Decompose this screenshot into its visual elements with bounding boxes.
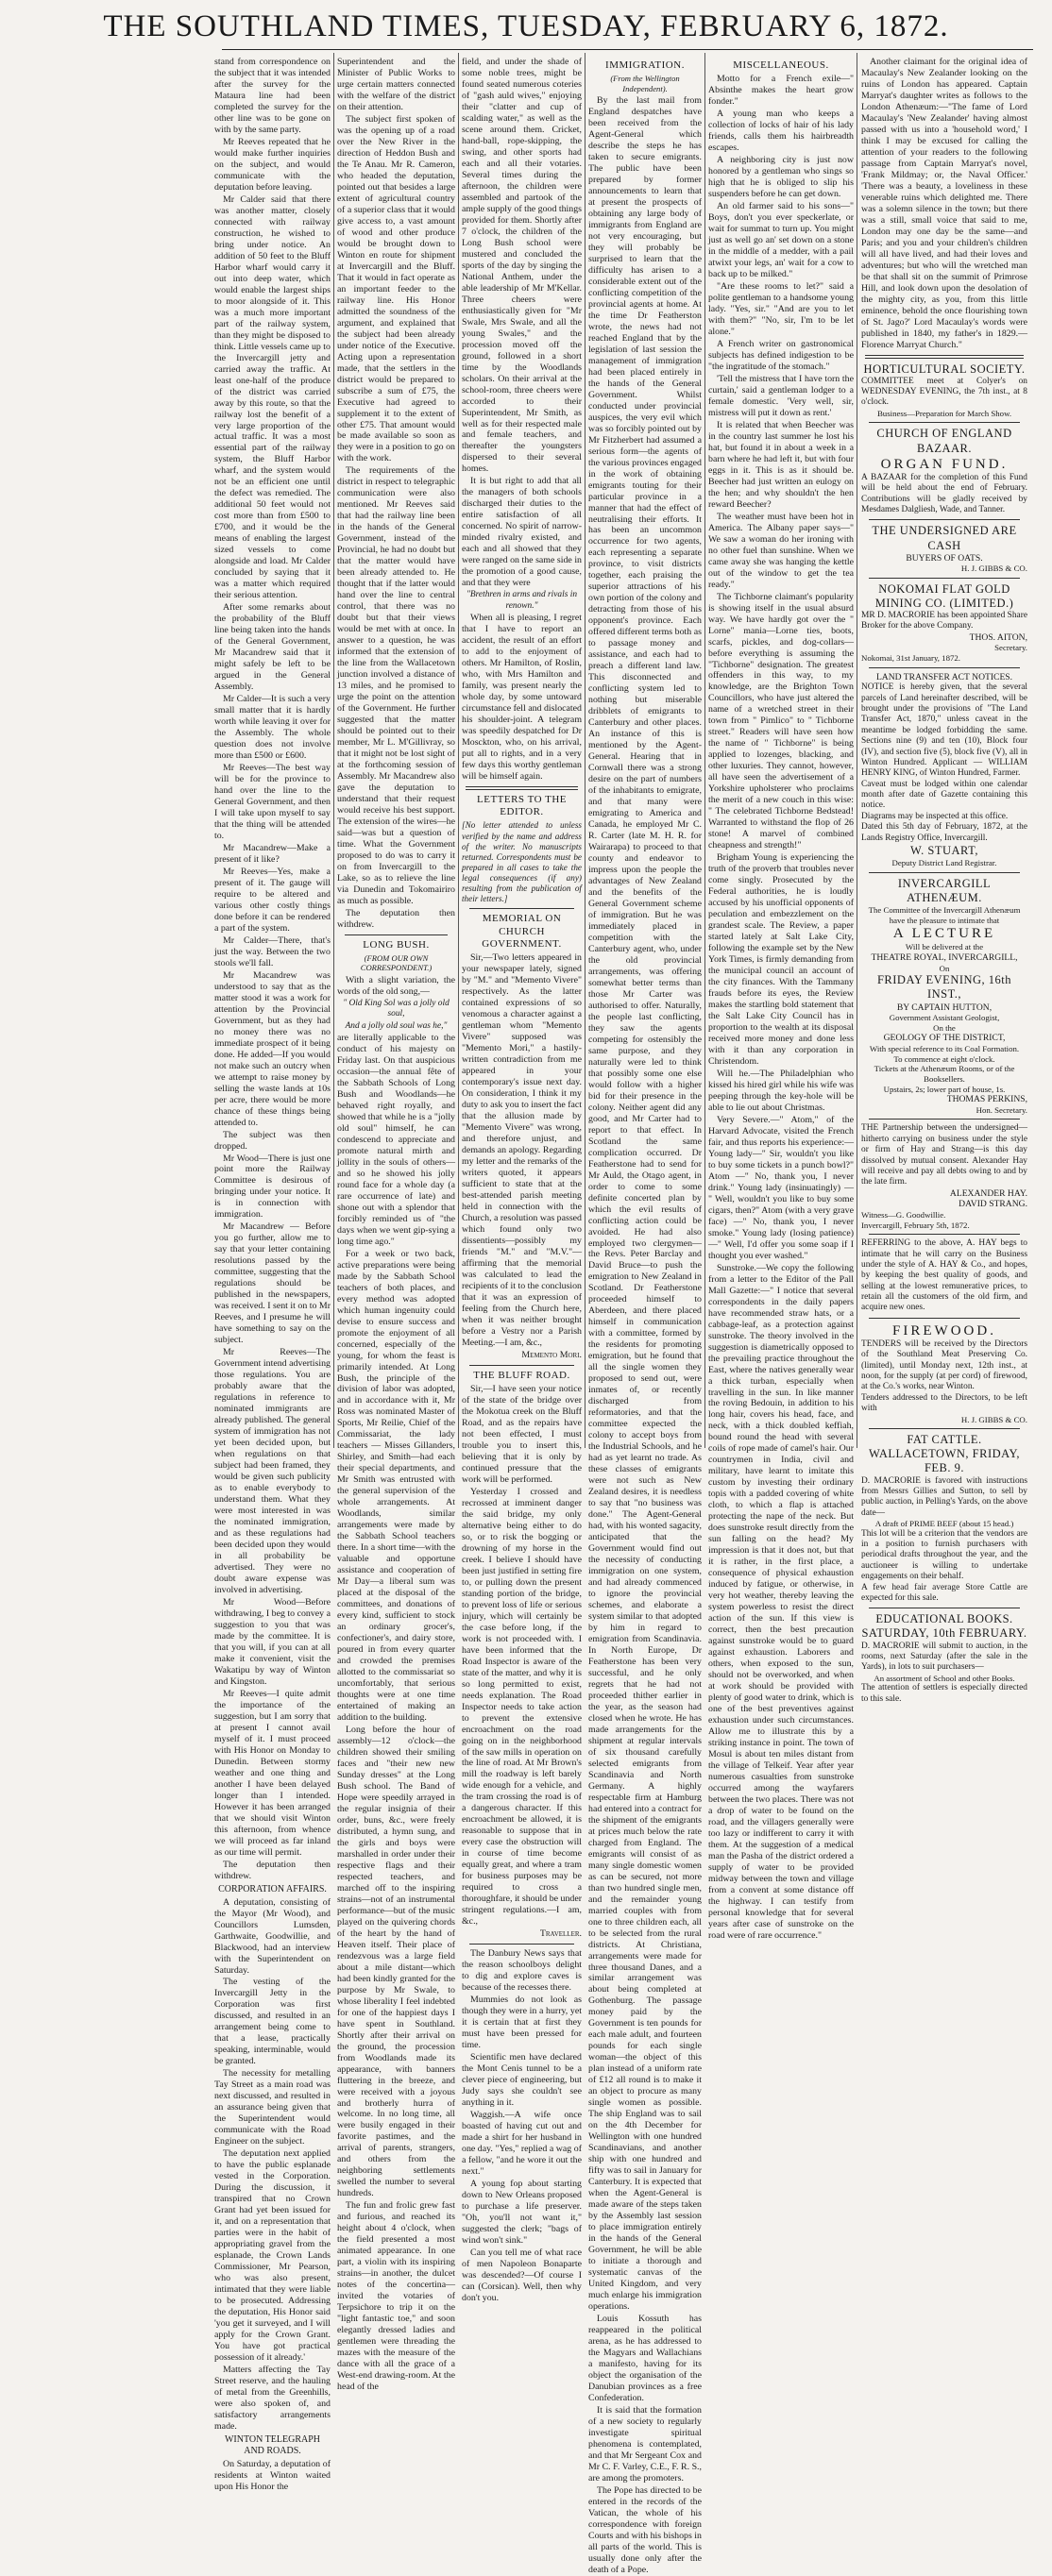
paragraph: The deputation next applied to have the public esplanade vested in the Corporation. During the discussion, it transpired that no Crown Grant had yet been issued for it, and on a representation that parties were in the habit of appropriating gravel from the esplanade, the Crown Lands Commissioner, Mr Pearson, who was also present, intimated that they were liable to be prosecuted. Addressing the deputation, His Honor said 'you get it surveyed, and I will apply for the Crown Grant. You have got practical possession of it already.' bbox=[214, 2148, 331, 2363]
section-heading: CORPORATION AFFAIRS. bbox=[218, 1883, 327, 1894]
column-1 bbox=[214, 57, 331, 2493]
divider bbox=[869, 578, 1020, 579]
paragraph: It is said that the formation of a new society to regularly investigate spiritual phenomena is contemplated, and that Mr Sergeant Cox and Mr C. F. Varley, C.E., F. R. S., are among the promoters. bbox=[588, 2404, 702, 2483]
paragraph: Mr Reeves—The Government intend advertising those regulations. You are probably aware that the regulations in reference to nominated immigrants are already published. The general system of immigration has not yet been decided upon, but when regulations on that subject had been framed, they would be given such publicity as to enable everybody to understand them. What they were most interested in was the nominated immigration, and as these regulations had been decided upon they would in all probability be advertised. They were no doubt aware expense was involved in advertising. bbox=[214, 1347, 331, 1595]
paragraph: For a week or two back, active preparations were being made by the Sabbath School teachers of both places, and every method was adopted which human ingenuity could devise to ensure success and promote the enjoyment of all concerned, especially of the young, for whom the feast is primarily intended. At Long Bush, the principle of the division of labor was adopted, and in accordance with it, Mr Ross was nominated Master of Sports, Mr Reilie, Chief of the Commissariat, the lady teachers — Misses Gillanders, Shirley, and Smith—had each their special departments, and Mr Smith was entrusted with the general supervision of the whole arrangements. At Woodlands, similar arrangements were made by the Sabbath School teachers there. In a short time—with the valuable and opportune assistance and cooperation of Mr Day—a liberal sum was placed at the disposal of the committees, and donations of every kind, sufficient to stock an ordinary grocer's, confectioner's, and dairy store, poured in from every quarter and crowded the premises allotted to the commissariat so uncomfortably, that serious thoughts were at one time entertained of making an addition to the building. bbox=[337, 1248, 455, 1724]
divider bbox=[469, 908, 574, 909]
ad-title: NOKOMAI FLAT GOLD MINING CO. (LIMITED.) bbox=[874, 581, 1014, 610]
ad-signature-role: Deputy District Land Registrar. bbox=[891, 858, 997, 868]
divider bbox=[469, 1365, 574, 1366]
ad-fat-cattle bbox=[861, 1433, 1027, 1604]
ad-title: FIREWOOD. bbox=[892, 1322, 996, 1339]
section-title: LETTERS TO THE EDITOR. bbox=[477, 793, 567, 818]
column-rule bbox=[333, 53, 334, 1448]
paragraph: After some remarks about the probability of the Bluff line being taken into the hands of the General Government, Mr Macandrew said that it might safely be left to be argued in the General Assembly. bbox=[214, 602, 331, 693]
paragraph: A young fop about starting down to New Orleans proposed to purchase a life preserver. "Oh, you'll not want it," suggested the clerk; "bags of wind won't sink." bbox=[462, 2178, 582, 2246]
ad-signature: THOS. AITON, bbox=[969, 631, 1027, 643]
ad-body: D. MACRORIE is favored with instructions from Messrs Gillies and Sutton, to sell by public auction, in Pelling's Yards, on the above date— bbox=[861, 1475, 1027, 1518]
paragraph: Mummies do not look as though they were in a hurry, yet it is certain that at first they must have been pressed for time. bbox=[462, 1995, 582, 2051]
section-heading: WINTON TELEGRAPH AND ROADS. bbox=[224, 2433, 320, 2456]
ad-firewood bbox=[861, 1322, 1027, 1424]
divider bbox=[869, 422, 1020, 423]
paragraph: Mr Wood—There is just one point more the Railway Committee is desirous of bringing under your notice. It is in connection with immigration. bbox=[214, 1153, 331, 1221]
paragraph: Matters affecting the Tay Street reserve, and the hauling of metal from the Greenhills, were also spoken of, and satisfactory arrangements made. bbox=[214, 2364, 331, 2432]
ad-body: NOTICE is hereby given, that the several parcels of Land hereinafter described, will be brought under the provisions of "The Land Transfer Act, 1870," unless caveat in the meantime be lodged forbidding the same. Sections nine (9) and ten (10), Block four (IV), and section five (5), block five (V), all in Winton Hundred. Applicant — WILLIAM HENRY KING, of Winton Hundred, Farmer. bbox=[861, 682, 1027, 779]
paragraph: The subject was then dropped. bbox=[214, 1129, 331, 1152]
ad-title: ORGAN FUND. bbox=[880, 456, 1009, 472]
column-2 bbox=[337, 57, 455, 2393]
paragraph: The necessity for metalling Tay Street as a main road was next discussed, and resulted in an assurance being given that the Superintendent would communicate with the Road Engineer on the subject. bbox=[214, 2068, 331, 2147]
paragraph: Mr Calder—There, that's just the way. Between the two stools we'll fall. bbox=[214, 934, 331, 968]
paragraph: Sir,—I have seen your notice of the state of the bridge over the Mokotua creek on the Bluff Road, and as the repairs have not been effected, I must trouble you to insert this, believing that it is only by continued pressure that the work will be performed. bbox=[462, 1384, 582, 1485]
ad-hay bbox=[861, 1238, 1027, 1314]
paragraph: The weather must have been hot in America. The Albany paper says—" We saw a woman do her ironing with no other fuel than sunshine. When we came away she was hanging the kettle out of the window to get the tea ready." bbox=[708, 511, 854, 590]
paragraph: Very Severe.—" Atom," of the Harvard Advocate, visited the French fair, and thus reports his experience:—Young lady—" Sir, wouldn't you like to buy some tickets in a punch bowl?" Atom —" No, thank you, I never drink." Young lady (insinuatingly) — " Well, wouldn't you like to buy some cigars, then?" Atom (with a very grave face) —" No, thank you, I never smoke." Young lady (losing patience)—" Well, I'd offer you some soap if I thought you ever washed." bbox=[708, 1114, 854, 1261]
masthead-rule bbox=[222, 49, 1033, 50]
ad-body: MR D. MACRORIE has been appointed Share Broker for the above Company. bbox=[861, 611, 1027, 631]
paragraph: Mr Macandrew—Make a present of it like? bbox=[214, 842, 331, 865]
ad-body: Government Assistant Geologist, bbox=[889, 1013, 1000, 1023]
ad-body: A BAZAAR for the completion of this Fund will be held about the end of February. Contributions will be gladly received by Mesdames Dalgliesh, Wade, and Tanner. bbox=[861, 472, 1027, 514]
verse-line: " Old King Sol was a jolly old soul, bbox=[343, 998, 450, 1019]
ad-signature-role: Hon. Secretary. bbox=[976, 1104, 1027, 1115]
paragraph: On Saturday, a deputation of residents at Winton waited upon His Honor the bbox=[214, 2459, 331, 2493]
divider bbox=[869, 872, 1020, 873]
ad-body: Diagrams may be inspected at this office. bbox=[861, 811, 1009, 821]
paragraph: Superintendent and the Minister of Public Works to urge certain matters connected with the welfare of the district on their attention. bbox=[337, 57, 455, 112]
paragraph: When all is pleasing, I regret that I have to report an accident, the result of an effort to add to the enjoyment of others. Mr Hamilton, of Roslin, who, with Mrs Hamilton and family, was present nearly the whole day, by some untoward circumstance fell and dislocated his shoulder-joint. A telegram was speedily despatched for Dr Mosckton, who, on his arrival, put all to rights, and in a very few days this worthy gentleman will be himself again. bbox=[462, 613, 582, 782]
column-rule bbox=[704, 53, 705, 1448]
column-rule bbox=[458, 53, 459, 1448]
signature: Memento Mori. bbox=[521, 1349, 582, 1360]
ad-signature: THOMAS PERKINS, bbox=[946, 1094, 1027, 1105]
ad-body: Will be delivered at the bbox=[905, 942, 984, 952]
ad-date: Invercargill, February 5th, 1872. bbox=[861, 1220, 970, 1230]
verse-line: "Brethren in arms and rivals in renown." bbox=[466, 590, 578, 611]
article-title: MISCELLANEOUS. bbox=[733, 59, 829, 71]
ad-title: LAND TRANSFER ACT NOTICES. bbox=[875, 671, 1013, 682]
paragraph: A deputation, consisting of the Mayor (Mr Wood), and Councillors Lumsden, Garthwaite, Goodwillie, and Blackwood, had an interview with the Superintendent on Saturday. bbox=[214, 1896, 331, 1976]
ad-witness: Witness—G. Goodwillie. bbox=[861, 1209, 946, 1220]
paragraph: With a slight variation, the words of the old song,— bbox=[337, 974, 455, 997]
ad-body: REFERRING to the above, A. HAY begs to intimate that he will carry on the Business under the style of A. HAY & Co., and hopes, by keeping the best quality of goods, and selling at the lowest remunerative prices, to retain all the customers of the old firm, and acquire new ones. bbox=[861, 1238, 1027, 1313]
ad-signature: W. STUART, bbox=[910, 843, 978, 857]
divider bbox=[869, 1119, 1020, 1120]
ad-body: A few head fair average Store Cattle are expected for this sale. bbox=[861, 1582, 1027, 1603]
ad-body: The Committee of the Invercargill Athenæum have the pleasure to intimate that bbox=[868, 904, 1021, 925]
ad-title: THE UNDERSIGNED ARE CASH bbox=[872, 524, 1017, 552]
ad-land-transfer bbox=[861, 672, 1027, 868]
ad-partnership bbox=[861, 1123, 1027, 1230]
ad-signature: H. J. GIBBS & CO. bbox=[960, 1414, 1027, 1424]
ad-athenaeum bbox=[861, 877, 1027, 1116]
paragraph: The fun and frolic grew fast and furious, and reached its height about 4 o'clock, when the field presented a most animated appearance. In one part, a violin with its inspiring strains—in another, the dulcet notes of the concertina—invited the votaries of Terpsichore to trip it on the "light fantastic toe," and soon elegantly dressed ladies and gentlemen were threading the mazes with the measure of the dance with all the grace of a West-end drawing-room. At the head of the bbox=[337, 2200, 455, 2393]
ad-body: With special reference to its Coal Formation. bbox=[869, 1043, 1020, 1053]
paragraph: Another claimant for the original idea of Macaulay's New Zealander looking on the ruins of London has appeared. Captain Marryat's daughter writes as follows to the London Athenæum:—"The fame of Lord Macaulay's 'New Zealander' having almost passed with us into a 'household word,' I think I may be excused for calling the attention of your readers to the following passage from Captain Marryat's novel, 'Frank Mildmay; or, the Naval Officer.' 'There was a beauty, a loveliness in these venerable ruins which delighted me. There was a solemn silence in the town; but there was a still, small voice that said to me, London may one day be the same—and Paris; and you and your children's children will all have lived, and had their loves and adventures; but who will the wretched man be that shall sit on the summit of Primrose Hill, and look down upon the desolation of the mighty city, as you, from this little eminence, behold the once flourishing town of St. Jago?' Lord Macaulay's words were published in 1840, my father's in 1829.—Florence Marryat Church." bbox=[861, 57, 1027, 350]
divider bbox=[869, 667, 1020, 668]
paragraph: Mr Calder—It is such a very small matter that it is hardly worth while leaving it over for the Assembly. The whole question does not involve more than £500 or £600. bbox=[214, 694, 331, 762]
paragraph: Mr Wood—Before withdrawing, I beg to convey a suggestion to you that was made by the committee. It is that you will, if you can at all make it convenient, visit the Wakatipu by way of Winton and Kingston. bbox=[214, 1596, 331, 1687]
article-title: MEMORIAL ON CHURCH GOVERNMENT. bbox=[482, 913, 562, 950]
paragraph: Yesterday I crossed and recrossed at imminent danger the said bridge, my only alternative being either to do so, or to risk the bogging or drowning of my horse in the creek. I believe I should have been just justified in setting fire to, or pulling down the present standing portion of the bridge, to prevent loss of life or serious injury, which will certainly be the case before long, if the work is not proceeded with. I have been informed that the Road Inspector is aware of the state of the matter, and why it is so long permitted to exist, needs explanation. The Road Inspector needs to take action to prevent the extensive encroachment on the road going on in the neighborhood of the saw mills in operation on the line of road. At Mr Brown's mill the roadway is left barely wide enough for a vehicle, and the tram crossing the road is of a dangerous character. If this encroachment be allowed, it is reasonable to suppose that in every case the obstruction will in course of time become equally great, and where a tram for business purposes may be required to cross a thoroughfare, it should be under stringent regulations.—I am, &c., bbox=[462, 1486, 582, 1928]
ad-subject: GEOLOGY OF THE DISTRICT, bbox=[883, 1033, 1006, 1044]
paragraph: Can you tell me of what race of men Napoleon Bonaparte was descended?—Of course I can (Corsican). Well, then why don't you. bbox=[462, 2247, 582, 2303]
ad-body: Tenders addressed to the Directors, to be left with bbox=[861, 1392, 1027, 1414]
paragraph: By the last mail from England despatches have been received from the Agent-General which describe the steps he has taken to secure emigrants. The public have been prepared by former announcements to learn that at present the prospects of obtaining any large body of immigrants from England are not very encouraging, but they will probably be surprised to learn that the difficulty has arisen to a considerable extent out of the conflicting competition of the provincial agents at home. At the time Dr Featherston wrote, the news had not reached England that by the legislation of last session the management of immigration had been placed entirely in the hands of the General Government. Whilst conducted under provincial auspices, the very evil which was so forcibly pointed out by Mr Fitzherbert had assumed a serious form—the agents of the various provinces engaged in the work of obtaining emigrants touting for their particular province in a manner that had the effect of neutralising their efforts. It has been an uncommon occurrence for two agents, each representing a separate province, to visit districts together, each praising the superior attractions of his own portion of the colony and detracting from those of his opponent's province. Each offered different terms both as to passage money and assistance, and each had to preach a different land law. This disconnected and conflicting system led to nothing but miserable dribblets of emigrants to Canterbury and other places. An instance of this is mentioned by the Agent-General. Hearing that in Cornwall there was a strong desire on the part of numbers of the inhabitants to emigrate, and that many were emigrating to America and Canada, he employed Mr C. R. Carter (late M. H. R. for Wairarapa) to proceed to that county and endeavor to impress upon the people the advantages of New Zealand and the benefits of the General Government scheme of immigration. But he was immediately placed in competition with the Canterbury agent, who, under the old provincial arrangements, was offering somewhat better terms than those Mr Carter was authorised to offer. Naturally, the people last conflicting, they saw the agents competing for ostensibly the same purpose, and they naturally were led to think that possibly some one else would follow with a higher bid for their presence in the colony. Neither agent did any good, and Mr Carter had to report to that effect. In Scotland the same complication occurred. Dr Featherstone had to send for Mr Auld, the Otago agent, in order to come to some definite concerted plan by which the evil results of conflicting action could be avoided. He had also employed two clergymen—the Revs. Peter Barclay and David Bruce—to push the emigration to New Zealand in Scotland. Dr Featherstone proceeded himself to Aberdeen, and there placed himself in communication with a committee, formed by the residents for promoting emigration, but he found that all the single women they proposed to send out, were inmates of, or recently discharged from reformatories, and that the committee expected the colony to accept boys from the Industrial Schools, and he had as yet learnt no trade. As these classes of emigrants were not such as New Zealand desires, it is needless to say that "no business was done." The Agent-General had, with his wonted sagacity, anticipated that the Government would find out the necessity of conducting immigration on one system, and had already commenced to ignore the provincial schemes, and elaborate a system similar to that adopted by him in regard to emigration from Scandinavia. In North Europe, Dr Featherstone has been very successful, and he only regrets that he had not proceeded thither earlier in the year, as the season had closed when he wrote. He has made arrangements for the shipment at regular intervals of six thousand carefully selected emigrants from Scandinavia and North Germany. A highly respectable firm at Hamburg had entered into a contract for the shipment of the emigrants at prices much below the rate charged from England. The emigrants will consist of as many single domestic women as can be secured, not more than two hundred single men, and the remainder young married couples with from one to three children each, all to be selected from the rural districts. At Christiana, arrangements were made for three thousand Danes, and a similar arrangement was about being completed at Gothenburg. The passage money paid by the Government is ten pounds for each male adult, and fourteen pounds for each single woman—the object of this plan instead of a uniform rate of £12 all round is to make it an object to procure as many single women as possible. The ship England was to sail on the 4th December for Wellington with one hundred Scandinavians, and another ship with one hundred and fifty was to sail in January for Canterbury. It is expected that when the Agent-General is made aware of the steps taken by the Assembly last session to place immigration entirely in the hands of the General Government, he will be able to initiate a thorough and systematic canvas of the United Kingdom, and very much enlarge his immigration operations. bbox=[588, 95, 702, 2313]
column-6 bbox=[861, 57, 1027, 1704]
ad-horticultural bbox=[861, 362, 1027, 419]
paragraph: Waggish.—A wife once boasted of having cut out and made a shirt for her husband in one day. "Yes," replied a wag of a fellow, "and he wore it out the next." bbox=[462, 2110, 582, 2177]
ad-body: To commence at eight o'clock. bbox=[893, 1053, 995, 1064]
paragraph: The deputation then withdrew. bbox=[214, 1859, 331, 1881]
ad-body: This lot will be a criterion that the vendors are in a position to furnish purchasers with periodical drafts throughout the year, and the auctioneer is willing to undertake engagements on their behalf. bbox=[861, 1528, 1027, 1582]
paragraph: Scientific men have declared the Mont Cenis tunnel to be a clever piece of engineering, but Judy says she couldn't see anything in it. bbox=[462, 2052, 582, 2109]
paragraph: Will he.—The Philadelphian who kissed his hired girl while his wife was peeping through the key-hole will be able to lie out about Christmas. bbox=[708, 1068, 854, 1113]
ad-oats bbox=[861, 524, 1027, 573]
ad-date: SATURDAY, 10th FEBRUARY. bbox=[861, 1626, 1027, 1641]
column-5 bbox=[708, 57, 854, 1941]
article-subtitle: (FROM OUR OWN CORRESPONDENT.) bbox=[360, 953, 433, 973]
ad-signature: H. J. GIBBS & CO. bbox=[960, 564, 1027, 574]
ad-title: CHURCH OF ENGLAND BAZAAR. bbox=[876, 427, 1012, 455]
ad-body: TENDERS will be received by the Directors of the Southland Meat Preserving Co. (limited), until Monday next, 12th inst., at noon, for the supply (at per cord) of firewood, at the Co.'s works, near Winton. bbox=[861, 1339, 1027, 1392]
divider bbox=[869, 1318, 1020, 1319]
article-title: IMMIGRATION. bbox=[605, 59, 685, 71]
divider bbox=[869, 519, 1020, 520]
divider bbox=[345, 934, 448, 935]
divider bbox=[469, 1944, 574, 1945]
ad-nokomai bbox=[861, 582, 1027, 664]
paragraph: The subject first spoken of was the opening up of a road over the New River in the direction of Heddon Bush and the Te Anau. Mr R. Cameron, who headed the deputation, pointed out that besides a large extent of agricultural country of a superior class that it would give access to, a vast amount of wood and other produce would be brought down to Winton en route for shipment at Invercargill and the Bluff. That it would in fact operate as an important feeder to the railway line. His Honor admitted the soundness of the argument, and explained that the subject had been already under notice of the Executive. Acting upon a representation made, that the settlers in the district would be prepared to subscribe a sum of £75, the Executive had agreed to supplement it to the extent of other £75. That amount would be made available so soon as they were in a position to go on with the work. bbox=[337, 113, 455, 464]
paragraph: Brigham Young is experiencing the truth of the proverb that troubles never come singly. Prosecuted by the Federal authorities, he is loudly accused by his unofficial opponents of peculation and embezzlement on the grandest scale. The Review, a paper started lately at Salt Lake City, following the example set by the New York Times, is firmly demanding from the municipal council an account of the city finances. With the Tammany frauds before its eyes, the Review makes the startling bold statement that the Salt Lake City Council has in proportion to the wealth at its disposal received more money and done less with it than any corporation in Christendom. bbox=[708, 852, 854, 1067]
paragraph: Motto for a French exile—" Absinthe makes the heart grow fonder." bbox=[708, 74, 854, 108]
editor-note: [No letter attended to unless verified by the name and address of the writer. No manuscripts returned. Correspondents must be prepared in all cases to take the legal consequences (if any) resulting from the publication of their letters.] bbox=[462, 820, 582, 904]
signature: Traveller. bbox=[539, 1928, 582, 1940]
ad-body: Tickets at the Athenæum Rooms, or of the Booksellers. bbox=[874, 1064, 1015, 1084]
paragraph: The vesting of the Invercargill Jetty in the Corporation was first discussed, and resulted in an arrangement being come to that a lease, practically speaking, interminable, would be granted. bbox=[214, 1977, 331, 2067]
paragraph: A young man who keeps a collection of locks of hair of his lady friends, calls them his hairbreadth escapes. bbox=[708, 109, 854, 154]
divider bbox=[466, 786, 578, 790]
article-source: (From the Wellington Independent). bbox=[610, 74, 680, 93]
paragraph: stand from correspondence on the subject that it was intended after the survey for the Mataura line had been completed the survey for the other line was to be gone on with by the same party. bbox=[214, 57, 331, 135]
ad-body: THE Partnership between the undersigned—hitherto carrying on business under the style or firm of Hay and Strang—is this day dissolved by mutual consent. Alexander Hay will receive and pay all debts owing to and by the late firm. bbox=[861, 1123, 1027, 1187]
ad-subtitle: BUYERS OF OATS. bbox=[906, 552, 983, 564]
ad-body: Dated this 5th day of February, 1872, at the Lands Registry Office, Invercargill. bbox=[861, 822, 1027, 843]
paragraph: A neighboring city is just now honored by a gentleman who sings so high that he is obliged to slip his suspenders before he can get down. bbox=[708, 155, 854, 200]
ad-body: Business—Preparation for March Show. bbox=[876, 408, 1012, 418]
paragraph: It is related that when Beecher was in the country last summer he lost his hat, but found it in about a week in a barn where he had left it, but with four eggs in it. This is as it should be. Beecher had just written an eulogy on the hen; and why shouldn't the hen reward Beecher? bbox=[708, 419, 854, 510]
paragraph: Mr Reeves—Yes, make a present of it. The gauge will require to be altered and various other costly things done before it can be rendered a part of the system. bbox=[214, 866, 331, 934]
paragraph: The Tichborne claimant's popularity is showing itself in the usual absurd way. We have hardly got over the " Lorne" mania—Lorne ties, boots, scarfs, pickles, and dog-collars—before everything is assuming the "Tichborne" designation. The greatest offenders in this way, to my knowledge, are the Brighton Town Councillors, who have just altered the name of a wretched street in their town from " Pimlico" to " Tichborne street." Readers will have seen how the name of " Tichborne" is being applied to lozenges, blacking, and other luxuries. They cannot, however, all have seen the advertisement of a Yorkshire upholsterer who proclaims the merit of a new couch in this wise: " The celebrated Tichborne Bedstead! Warranted to withstand the flop of 26 stone! A marvel of combined cheapness and strength!" bbox=[708, 591, 854, 851]
paragraph: Sunstroke.—We copy the following from a letter to the Editor of the Pall Mall Gazette:—" I notice that several correspondents in the daily papers have recommended straw hats, or a cabbage-leaf, as a protection against sunstroke. The theory involved in the suggestion is diametrically opposed to the prevailing practice throughout the East, where the natives generally wear a thick turban, especially when travelling in the sun. In like manner the roving Bedouin, in addition to his long hair, covers his head, face, and neck, with a thick doubled keffiah, bound round the head with several coils of rope made of camel's hair. Our countrymen in India, civil and military, have learnt to imitate this custom by investing their ordinary topis with a padded covering of white cloth, to which a flap is attached protecting the nape of the neck. But does sunstroke result directly from the sun falling on the head? My impression is that it does not, but that it is rather, in the first place, a consequence of physical exhaustion induced by fatigue, or otherwise, in very hot weather, thereby leaving the system powerless to resist the direct action of the sun. If this view is correct, then the best precaution against sunstroke would be to guard against exhaustion. Laborers and others, when exposed to the sun, should not be overworked, and when at work should be provided with plenty of good water to drink, which is one of the best preventives against exhaustion under such circumstances. Allow me to illustrate this by a striking instance in point. The town of Mosul is about ten miles distant from the village of Telkeif. Year after year numerous casualties from sunstroke occurred among the wayfarers between the two places. There was not a drop of water to be found on the road, and the villagers generally were too lazy or indifferent to carry it with them. At the suggestion of a medical man the Pasha of the district ordered a supply of water to be provided midway between the town and village from a convent at some distance off the highway. I can testify from personal knowledge that for several years after case of sunstroke on the road were of rare occurrence." bbox=[708, 1262, 854, 1941]
ad-body: Upstairs, 2s; lower part of house, 1s. bbox=[883, 1084, 1006, 1094]
ad-body: Caveat must be lodged within one calendar month after date of Gazette containing this notice. bbox=[861, 779, 1027, 811]
article-railway bbox=[214, 57, 331, 1882]
ad-educational-books bbox=[861, 1612, 1027, 1705]
paragraph: The requirements of the district in respect to telegraphic communication were also mentioned. Mr Reeves said that had the railway line been in the hands of the General Government, instead of the Provincial, he had no doubt but that the matter would have been already attended to. He thought that if the latter would hand over the line to central control, that there was no doubt but that their views would be met with at once. In answer to a question, he was informed that the extension of the line from the Wallacetown junction involved a distance of 13 miles, and he promised to urge the point on the attention of the Government. He further suggested that the matter should be pointed out to their member, Mr L. M'Gillivray, so that it might not be lost sight of at the forthcoming session of Assembly. Mr Macandrew also gave the deputation to understand that their request would receive his best support. The extension of the wires—he said—was but a question of time. What the Government proposed to do was to carry it on from Invercargill to the Lake, so as to relieve the line via Dunedin and Tokomairiro as much as possible. bbox=[337, 465, 455, 906]
paragraph: Mr Reeves repeated that he would make further inquiries on the subject, and would communicate with the deputation before leaving. bbox=[214, 136, 331, 193]
paragraph: The deputation then withdrew. bbox=[337, 907, 455, 930]
paragraph: are literally applicable to the conduct of his majesty on Friday last. On that auspicious occasion—the annual fête of the Sabbath Schools of Long Bush and Woodlands—he behaved right royally, and showed that while he is a "jolly old soul" himself, he can condescend to appreciate and promote natural mirth and jollity in the souls of others—and so he showed his jolly round face for a whole day (a rare occurrence of late) and shone out with a splendor that forcibly reminded us of "the days when we went gip-sying a long time ago." bbox=[337, 1032, 455, 1247]
column-4 bbox=[588, 57, 702, 2575]
paragraph: A French writer on gastronomical subjects has defined indigestion to be "the ingratitude of the stomach." bbox=[708, 338, 854, 372]
paragraph: Mr Macandrew was understood to say that as the matter stood it was a work for attention by the Provincial Government, but as they had no money there was no immediate prospect of it being done. He added—If you would not make such an outcry when we attempt to raise money by selling the waste lands at 10s per acre, there would be more chance of these things being attended to. bbox=[214, 969, 331, 1128]
ad-body: D. MACRORIE will submit to auction, in the rooms, next Saturday (after the sale in the Yards), in lots to suit purchasers— bbox=[861, 1641, 1027, 1673]
paragraph: Mr Calder said that there was another matter, closely connected with railway construction, he wished to bring under notice. An addition of 50 feet to the Bluff Harbor wharf would carry it out into deep water, which would enable the largest ships to moor alongside of it. This was a much more important part of the railway system, than they might be disposed to think. Little vessels came up to the Invercargill jetty and carried away the traffic. At least one-half of the produce of the district was carried away by this route, so that the railway lost the benefit of a very large proportion of the actual traffic. It was a most essential part of the railway system, the Bluff Harbor wharf, and the system would not be an efficient one until the defect was remedied. The additional 50 feet would not cost more than from £500 to £700, and it would be the means of enabling the largest sized vessels to come alongside and load. Mr Calder concluded by saying that it was a matter which required their serious attention. bbox=[214, 194, 331, 601]
ad-venue: THEATRE ROYAL, INVERCARGILL, bbox=[871, 952, 1018, 964]
column-3 bbox=[462, 57, 582, 2303]
paragraph: field, and under the shade of some noble trees, might be found seated numerous coteries of "gash auld wives," enjoying their "clatter and cup of scalding water," as well as the scene around them. Cricket, hand-ball, rope-skipping, the swing, and other sports had each and all their votaries. Several times during the afternoon, the children were assembled and partook of the ample supply of the good things provided for them. Shortly after 7 o'clock, the children of the Long Bush school were mustered and concluded the sports of the day by singing the National Anthem, under the able leadership of Mr M'Kellar. Three cheers were enthusiastically given for "Mr Swale, Mrs Swale, and all the young Swales," and the procession moved off the ground, followed in a short time by the Woodlands scholars. On their arrival at the school-room, three cheers were accorded to their Superintendent, Mr Smith, as well as for their respected male and female teachers, and thereafter the youngsters dispersed to their several homes. bbox=[462, 57, 582, 475]
ad-signature-role: Secretary. bbox=[994, 643, 1027, 653]
ad-date: FRIDAY EVENING, 16th INST., bbox=[876, 973, 1012, 1002]
paragraph: Louis Kossuth has reappeared in the political arena, as he has addressed to the Magyars and Wallachians a manifesto, having for its object the organisation of the Danubian provinces as a free Confederation. bbox=[588, 2314, 702, 2403]
ad-headline: A LECTURE bbox=[892, 926, 996, 942]
ad-signature: ALEXANDER HAY. bbox=[949, 1187, 1027, 1199]
paragraph: Mr Reeves—I quite admit the importance of the suggestion, but I am sorry that at present I cannot avail myself of it. I must proceed with His Honor on Monday to Dunedin. Between stormy weather and one thing and another I have been delayed longer than I intended. However it has been arranged that we should visit Winton this afternoon, from whence we will proceed as far inland as our time will permit. bbox=[214, 1688, 331, 1858]
paragraph: The Danbury News says that the reason schoolboys delight to dig and explore caves is because of the recesses there. bbox=[462, 1948, 582, 1994]
ad-body: An assortment of School and other Books. bbox=[874, 1673, 1015, 1683]
article-title: LONG BUSH. bbox=[363, 938, 430, 951]
ad-title: EDUCATIONAL BOOKS. bbox=[875, 1612, 1013, 1626]
ad-body: COMMITTEE meet at Colyer's on WEDNESDAY EVENING, the 7th inst., at 8 o'clock. bbox=[861, 376, 1027, 408]
paragraph: 'Tell the mistress that I have torn the curtain,' said a gentleman lodger to a female domestic. 'Very well, sir, mistress will put it down as rent.' bbox=[708, 373, 854, 418]
ad-title: HORTICULTURAL SOCIETY. bbox=[863, 362, 1026, 376]
masthead bbox=[0, 0, 1052, 57]
divider bbox=[869, 1428, 1020, 1429]
ad-date: WALLACETOWN, FRIDAY, FEB. 9. bbox=[868, 1447, 1021, 1475]
ad-body: On bbox=[939, 963, 950, 973]
ad-title: INVERCARGILL ATHENÆUM. bbox=[897, 876, 992, 904]
divider bbox=[869, 1234, 1020, 1235]
paragraph: The Pope has directed to be entered in the records of the Vatican, the whole of his correspondence with foreign Courts and with his bishops in all parts of the world. This is usually done only after the death of a Pope. bbox=[588, 2484, 702, 2575]
ad-body: The attention of settlers is especially directed to this sale. bbox=[861, 1683, 1027, 1704]
ad-speaker: BY CAPTAIN HUTTON, bbox=[896, 1002, 993, 1013]
paragraph: Mr Macandrew — Before you go further, allow me to say that your letter containing resolutions passed by the committee, suggesting that the regulations should be published in the newspapers, was received. I sent it on to Mr Reeves, and I presume he will have something to say on the subject. bbox=[214, 1221, 331, 1346]
ad-body: On the bbox=[933, 1022, 956, 1033]
newspaper-title: THE SOUTHLAND TIMES, TUESDAY, FEBRUARY 6, 1872. bbox=[103, 9, 949, 43]
paragraph: It is but right to add that all the managers of both schools discharged their duties to the entire satisfaction of all concerned. No spirit of narrow-minded rivalry existed, and each and all showed that they were ranged on the same side in the promotion of a good cause, and that they were bbox=[462, 476, 582, 589]
paragraph: "Are these rooms to let?" said a polite gentleman to a handsome young lady. "Yes, sir." "And are you to let with them?" "No, sir, I'm to be let alone." bbox=[708, 281, 854, 337]
ad-signature: DAVID STRANG. bbox=[959, 1199, 1027, 1210]
paragraph: Long before the hour of assembly—12 o'clock—the children showed their smiling faces and "their new new Sunday dresses" at the Long Bush school. The Band of Hope were speedily arrayed in the regular insignia of their order, buns, &c., were freely distributed, a hymn sung, and the girls and boys were marshalled in order under their respective flags and their respected teachers, and marched off to the inspiring strains—not of an instrumental performance—but of the music played on the quivering chords of the heart by the hand of Heaven itself. Their place of rendezvous was a large field about a mile distant—which had been kindly granted for the purpose by Mr Swale, to whose liberality I feel indebted for one of the happiest days I have spent in Southland. Shortly after their arrival on the ground, the procession from Woodlands made its appearance, with banners fluttering in the breeze, and were received with a joyous and brotherly hurra of welcome. In no long time, all were busily engaged in their favorite pastimes, and the arrival of parents, strangers, and others from the neighboring settlements swelled the number to several hundreds. bbox=[337, 1725, 455, 2199]
divider bbox=[865, 355, 1024, 359]
paragraph: Mr Reeves—The best way will be for the province to hand over the line to the General Government, and then I will take upon myself to say that the thing will be attended to. bbox=[214, 763, 331, 841]
verse-line: And a jolly old soul was he," bbox=[345, 1020, 448, 1031]
paragraph: Sir,—Two letters appeared in your newspaper lately, signed by "M." and "Memento Vivere" respectively. As the latter contained expressions of so venomous a character against a gentleman whom "Memento Vivere" supposed was "Memento Mori," a hastily-written contradiction from me appeared in your contemporary's issue next day. On consideration, I think it my duty to ask you to insert the fact that the allusion made by "Memento Vivere" was wrong, and therefore unjust, and demands an apology. Regarding my letter and the remarks of the writers quoted, it appears sufficient to state that at the best-attended parish meeting held in connection with the Church, a resolution was passed which found only two dissentients—possibly my friends "M." and "M.V."—affirming that the memorial was calculated to lead the recipients of it to the conclusion that it was an expression of feeling from the Church here, when it was neither brought before a Vestry nor a Parish Meeting.—I am, &c., bbox=[462, 952, 582, 1348]
ad-title: FAT CATTLE. bbox=[907, 1433, 982, 1447]
ad-date: Nokomai, 31st January, 1872. bbox=[861, 653, 960, 664]
paragraph: An old farmer said to his sons—" Boys, don't you ever speckerlate, or wait for summat to turn up. You might just as well go an' set down on a stone in the middle of a medder, with a pail atwixt your legs, an' wait for a cow to back up to be milked." bbox=[708, 201, 854, 280]
ad-body: A draft of PRIME BEEF (about 15 head.) bbox=[874, 1519, 1014, 1529]
article-title: THE BLUFF ROAD. bbox=[473, 1369, 570, 1381]
ad-bazaar bbox=[861, 427, 1027, 515]
